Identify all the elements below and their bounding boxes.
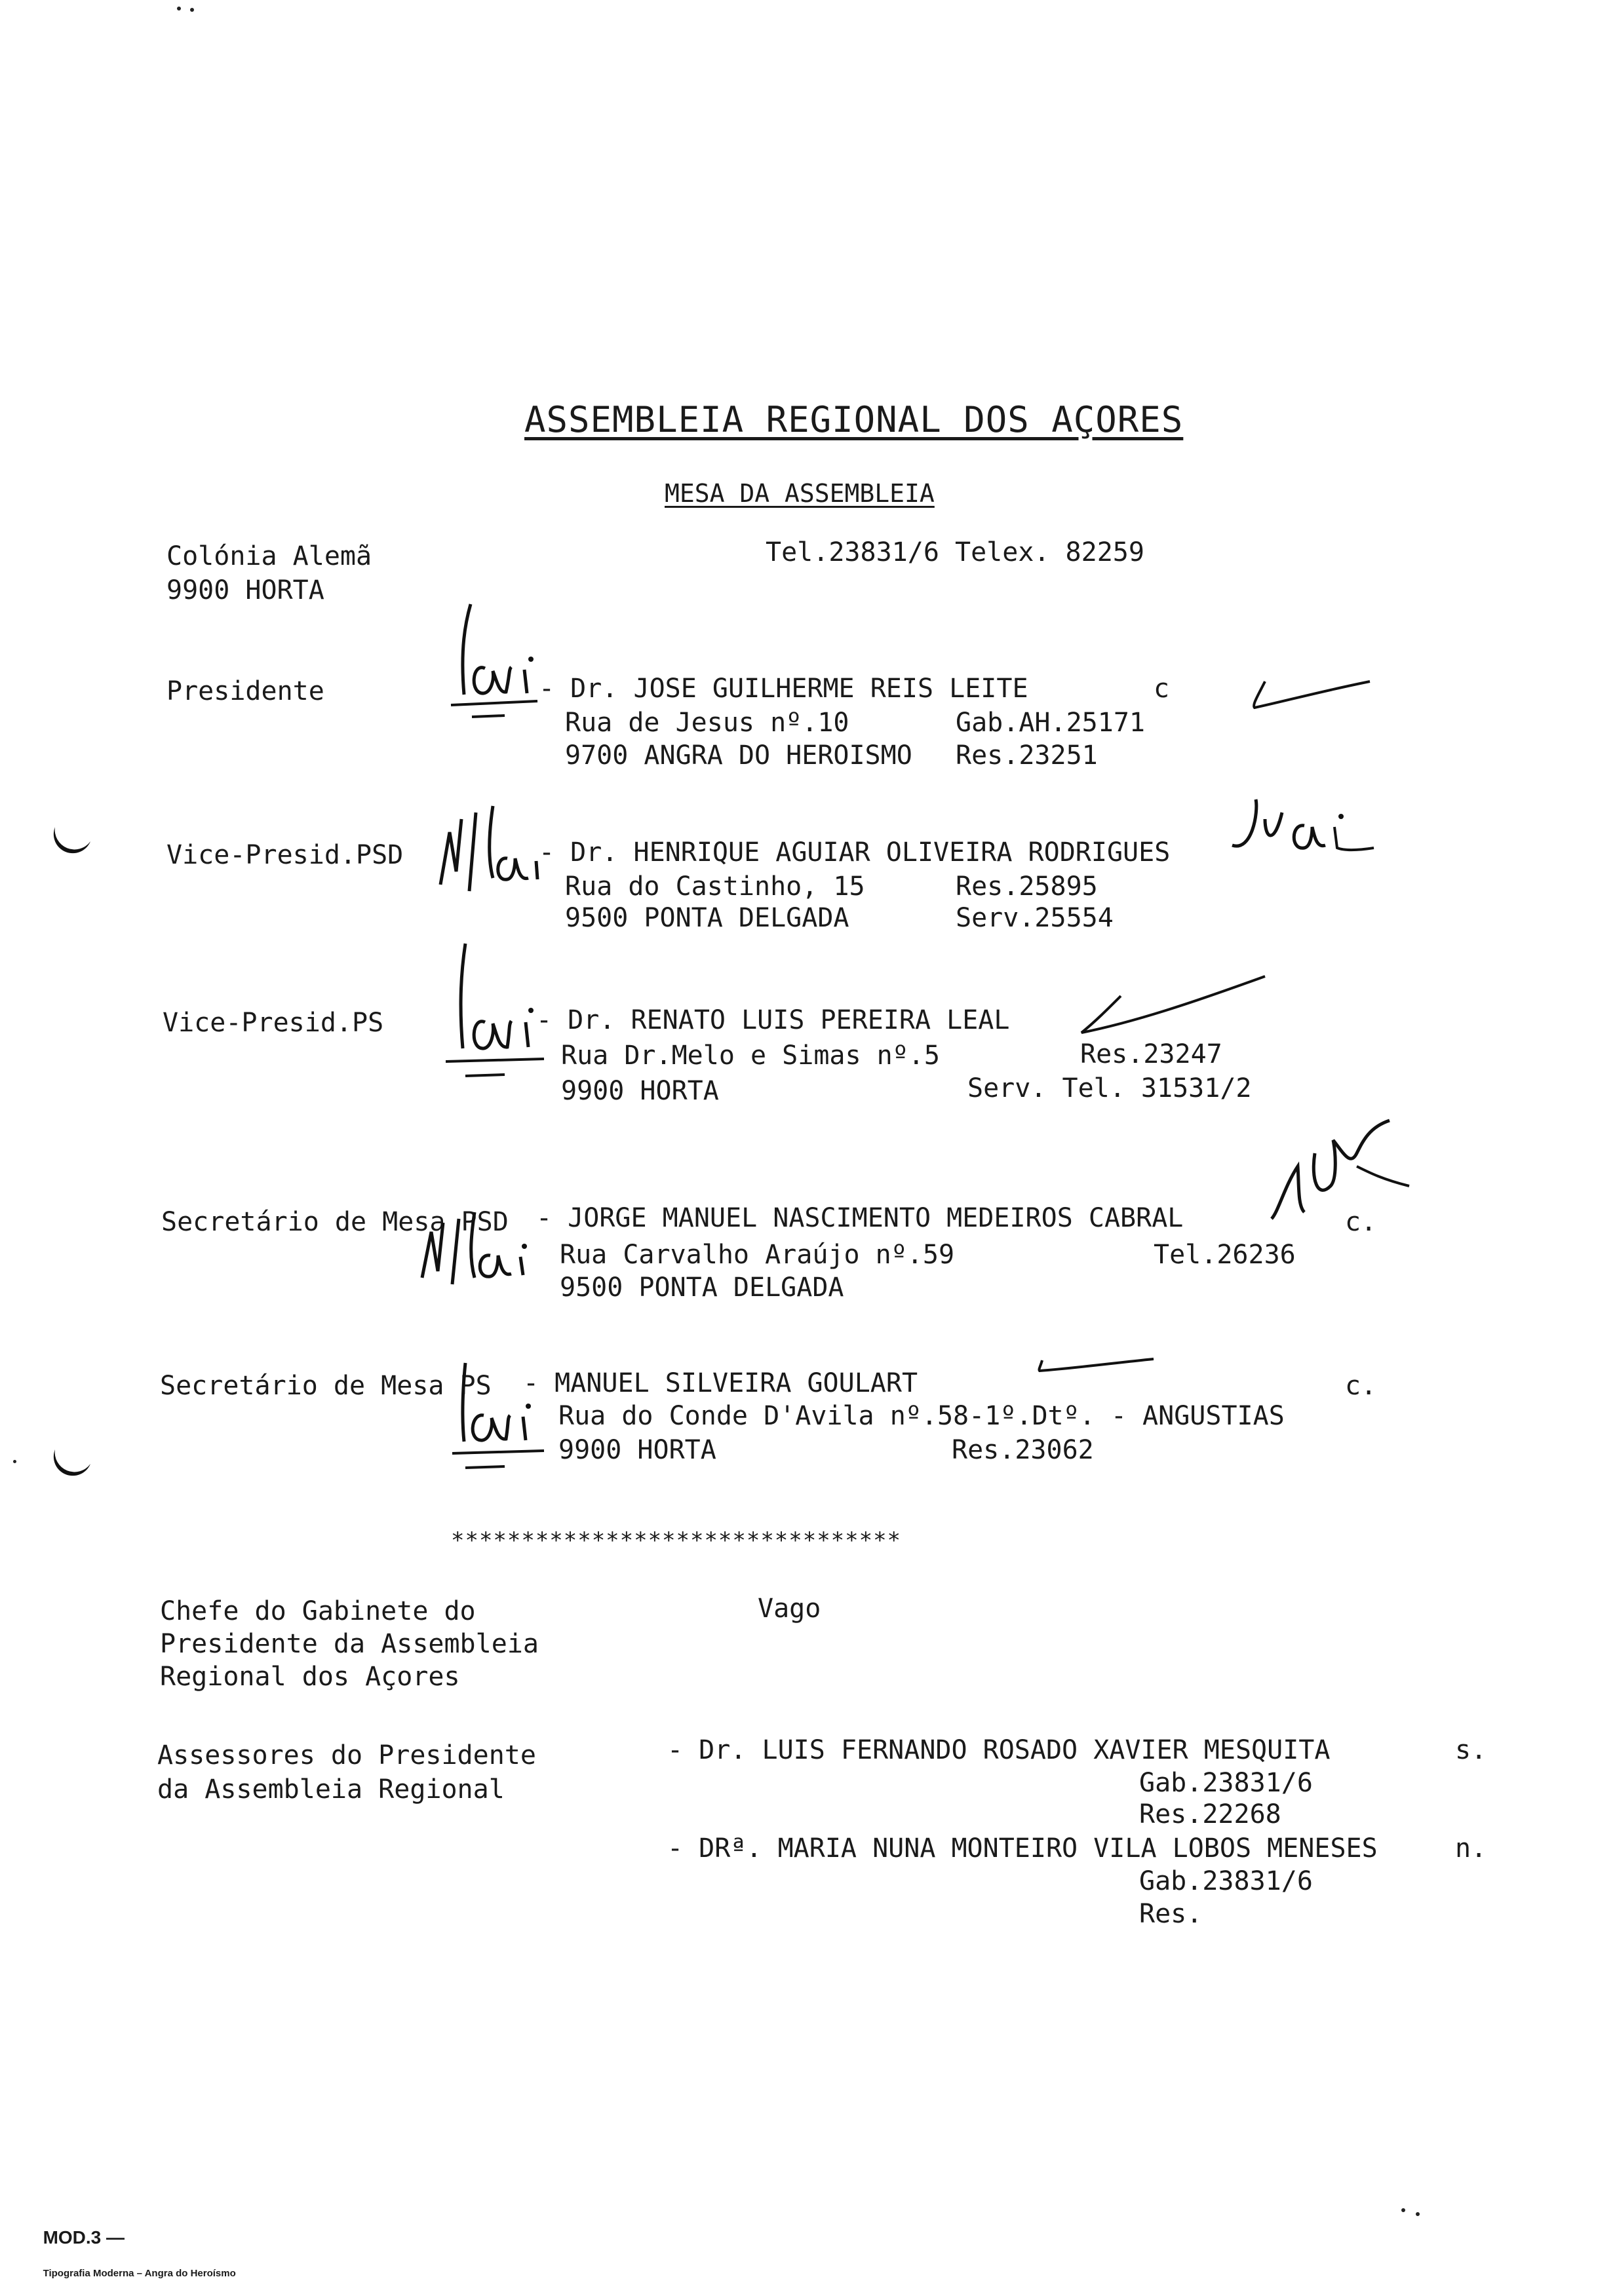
handwritten-vai-mark xyxy=(446,1350,551,1481)
member-phone: Res.23062 xyxy=(952,1435,1094,1465)
punch-hole-mark xyxy=(46,813,98,865)
member-phone: Serv.25554 xyxy=(956,903,1114,933)
advisors-label: da Assembleia Regional xyxy=(157,1774,505,1805)
role-label: Presidente xyxy=(166,676,324,706)
handwritten-vai-mark xyxy=(1219,773,1376,865)
member-name: - Dr. RENATO LUIS PEREIRA LEAL xyxy=(536,1005,1010,1035)
advisor-res: Res.22268 xyxy=(1139,1799,1281,1829)
check-stroke-mark xyxy=(1245,675,1376,714)
handwritten-vai-mark xyxy=(446,937,551,1081)
handwritten-vai-mark xyxy=(1258,1114,1429,1245)
member-mark: c xyxy=(1154,674,1170,704)
cabinet-label: Presidente da Assembleia xyxy=(160,1629,539,1659)
member-mark: c. xyxy=(1345,1207,1377,1237)
member-phone: Res.23251 xyxy=(956,740,1098,771)
member-street: Rua de Jesus nº.10 xyxy=(565,708,849,738)
cabinet-label: Chefe do Gabinete do xyxy=(160,1596,476,1626)
member-phone: Res.23247 xyxy=(1080,1039,1222,1069)
member-name: - JORGE MANUEL NASCIMENTO MEDEIROS CABRAL xyxy=(536,1203,1184,1233)
role-label: Secretário de Mesa PSD xyxy=(161,1207,509,1237)
member-city: 9900 HORTA xyxy=(561,1076,719,1106)
address-line-1: Colónia Alemã xyxy=(166,541,372,571)
advisor-mark: s. xyxy=(1455,1735,1487,1765)
handwritten-n-vai-mark xyxy=(430,793,548,904)
separator-line: ******************************** xyxy=(451,1527,902,1554)
role-label: Vice-Presid.PSD xyxy=(166,840,404,870)
printer-credit: Tipografia Moderna – Angra do Heroísmo xyxy=(43,2268,236,2279)
advisor-gab: Gab.23831/6 xyxy=(1139,1768,1313,1798)
form-code-label: MOD.3 — xyxy=(43,2227,125,2248)
member-phone: Gab.AH.25171 xyxy=(956,708,1145,738)
advisor-name: - Dr. LUIS FERNANDO ROSADO XAVIER MESQUITA xyxy=(667,1735,1331,1765)
member-street: Rua Carvalho Araújo nº.59 xyxy=(560,1240,955,1270)
advisors-label: Assessores do Presidente xyxy=(157,1740,536,1770)
member-street: Rua do Castinho, 15 xyxy=(565,871,865,902)
advisor-gab: Gab.23831/6 xyxy=(1139,1866,1313,1896)
handwritten-vai-mark xyxy=(446,596,551,727)
member-name: - Dr. HENRIQUE AGUIAR OLIVEIRA RODRIGUES xyxy=(539,837,1171,868)
handwritten-n-vai-mark xyxy=(416,1206,547,1291)
role-label: Secretário de Mesa PS xyxy=(160,1371,492,1401)
form-code xyxy=(33,2189,236,2290)
member-street: Rua do Conde D'Avila nº.58-1º.Dtº. - ANGUSTIAS xyxy=(558,1401,1285,1431)
check-stroke-mark xyxy=(1029,1350,1160,1376)
document-subtitle: MESA DA ASSEMBLEIA xyxy=(665,479,935,508)
member-city: 9500 PONTA DELGADA xyxy=(560,1272,844,1303)
contact-line: Tel.23831/6 Telex. 82259 xyxy=(766,537,1144,567)
advisor-mark: n. xyxy=(1455,1833,1487,1864)
member-phone: Res.25895 xyxy=(956,871,1098,902)
member-phone: Tel.26236 xyxy=(1154,1240,1296,1270)
member-city: 9700 ANGRA DO HEROISMO xyxy=(565,740,912,771)
check-stroke-mark xyxy=(1075,970,1272,1042)
cabinet-label: Regional dos Açores xyxy=(160,1662,460,1692)
document-title: ASSEMBLEIA REGIONAL DOS AÇORES xyxy=(524,399,1184,440)
member-street: Rua Dr.Melo e Simas nº.5 xyxy=(561,1041,940,1071)
member-city: 9900 HORTA xyxy=(558,1435,716,1465)
role-label: Vice-Presid.PS xyxy=(163,1008,384,1038)
address-line-2: 9900 HORTA xyxy=(166,575,324,605)
cabinet-value: Vago xyxy=(758,1594,821,1624)
member-name: - Dr. JOSE GUILHERME REIS LEITE xyxy=(539,674,1028,704)
advisor-name: - DRª. MARIA NUNA MONTEIRO VILA LOBOS MENESES xyxy=(667,1833,1378,1864)
member-name: - MANUEL SILVEIRA GOULART xyxy=(523,1368,918,1398)
punch-hole-mark xyxy=(46,1435,98,1487)
member-mark: c. xyxy=(1345,1371,1377,1401)
advisor-res: Res. xyxy=(1139,1899,1203,1929)
member-phone: Serv. Tel. 31531/2 xyxy=(967,1073,1252,1103)
member-city: 9500 PONTA DELGADA xyxy=(565,903,849,933)
